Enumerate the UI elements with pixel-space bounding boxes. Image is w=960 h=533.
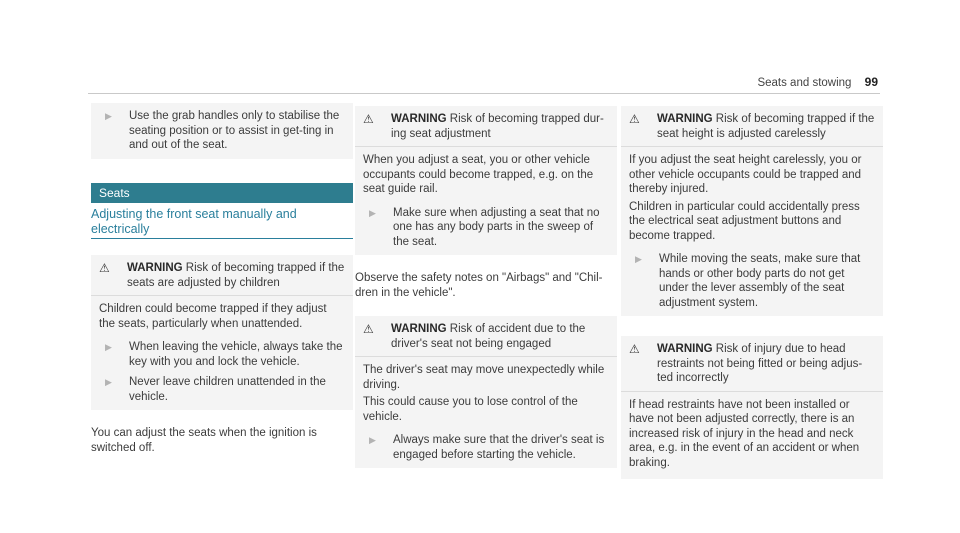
step-text: Use the grab handles only to stabilise the seating position or to assist in get-ting in and out of the seat. <box>129 110 340 151</box>
warning-text: This could cause you to lose control of the vehicle. <box>363 396 578 423</box>
column-3 <box>621 103 883 479</box>
column-2 <box>355 103 617 468</box>
warning-header <box>355 106 617 147</box>
instruction-step <box>91 103 353 159</box>
play-arrow-icon: ▶ <box>635 254 642 264</box>
paragraph-text: Observe the safety notes on "Airbags" and "Chil-dren in the vehicle". <box>355 272 603 299</box>
step-text: When leaving the vehicle, always take the key with you and lock the vehicle. <box>129 341 343 368</box>
subheading-link[interactable]: Adjusting the front seat manually and electrically <box>91 207 353 239</box>
page-number: 99 <box>864 75 878 89</box>
column-1 <box>91 103 353 455</box>
warning-triangle-icon: ⚠ <box>629 342 640 356</box>
warning-text: The driver's seat may move unexpectedly while driving. <box>363 364 605 391</box>
step-text: While moving the seats, make sure that hands or other body parts do not get under the lever assembly of the seat adjustment system. <box>659 253 861 309</box>
header-divider <box>88 93 880 94</box>
warning-header <box>621 336 883 392</box>
warning-box <box>355 316 617 468</box>
warning-step <box>629 246 875 310</box>
play-arrow-icon: ▶ <box>369 435 376 445</box>
warning-triangle-icon: ⚠ <box>629 112 640 126</box>
warning-text: If you adjust the seat height carelessly, you or other vehicle occupants could be trapped and thereby injured. <box>629 154 862 195</box>
warning-body <box>91 296 353 410</box>
warning-text: Children in particular could accidentally press the electrical seat adjustment buttons and become trapped. <box>629 200 860 242</box>
play-arrow-icon: ▶ <box>105 111 112 121</box>
warning-title: Risk of becoming trapped dur-ing seat adjustment <box>391 113 604 140</box>
play-arrow-icon: ▶ <box>105 342 112 352</box>
warning-header <box>621 106 883 147</box>
warning-text: When you adjust a seat, you or other vehicle occupants could become trapped, e.g. on the seat guide rail. <box>363 154 594 195</box>
step-text: Make sure when adjusting a seat that no one has any body parts in the sweep of the seat. <box>393 206 600 248</box>
warning-title: Risk of becoming trapped if the seat height is adjusted carelessly <box>657 113 875 140</box>
warning-box <box>91 255 353 410</box>
section-title: Seats and stowing <box>757 77 852 89</box>
warning-triangle-icon: ⚠ <box>363 322 374 336</box>
warning-label: WARNING <box>657 343 713 355</box>
warning-step <box>363 200 609 250</box>
warning-triangle-icon: ⚠ <box>363 112 374 126</box>
page-header <box>757 75 878 89</box>
warning-step <box>99 369 345 404</box>
warning-triangle-icon: ⚠ <box>99 261 110 275</box>
warning-box <box>621 106 883 316</box>
warning-body <box>355 357 617 468</box>
section-heading-bar: Seats <box>91 183 353 204</box>
warning-body <box>621 392 883 480</box>
step-text: Always make sure that the driver's seat is engaged before starting the vehicle. <box>393 434 605 461</box>
warning-title: Risk of accident due to the driver's seat not being engaged <box>391 323 586 350</box>
step-text: Never leave children unattended in the vehicle. <box>129 376 326 403</box>
play-arrow-icon: ▶ <box>369 207 376 218</box>
warning-body <box>355 147 617 255</box>
warning-text: Children could become trapped if they adjust the seats, particularly when unattended. <box>99 303 327 330</box>
warning-header <box>91 255 353 296</box>
warning-label: WARNING <box>391 113 447 125</box>
warning-box <box>355 106 617 255</box>
warning-box <box>621 336 883 479</box>
warning-body <box>621 147 883 316</box>
paragraph-text: You can adjust the seats when the ignition is switched off. <box>91 427 317 454</box>
play-arrow-icon: ▶ <box>105 377 112 387</box>
warning-title: Risk of injury due to head restraints not being fitted or being adjus-ted incorrectly <box>657 343 863 384</box>
body-paragraph <box>355 271 617 300</box>
warning-label: WARNING <box>127 262 183 274</box>
body-paragraph <box>91 426 353 455</box>
warning-label: WARNING <box>657 113 713 125</box>
warning-text: If head restraints have not been installed or have not been adjusted correctly, there is an increased risk of injury in the head and neck area, e.g. in the event of an accident or when braking. <box>629 398 860 469</box>
warning-title: Risk of becoming trapped if the seats are adjusted by children <box>127 262 345 289</box>
warning-step <box>363 427 609 462</box>
warning-header <box>355 316 617 357</box>
warning-step <box>99 334 345 369</box>
warning-label: WARNING <box>391 323 447 335</box>
